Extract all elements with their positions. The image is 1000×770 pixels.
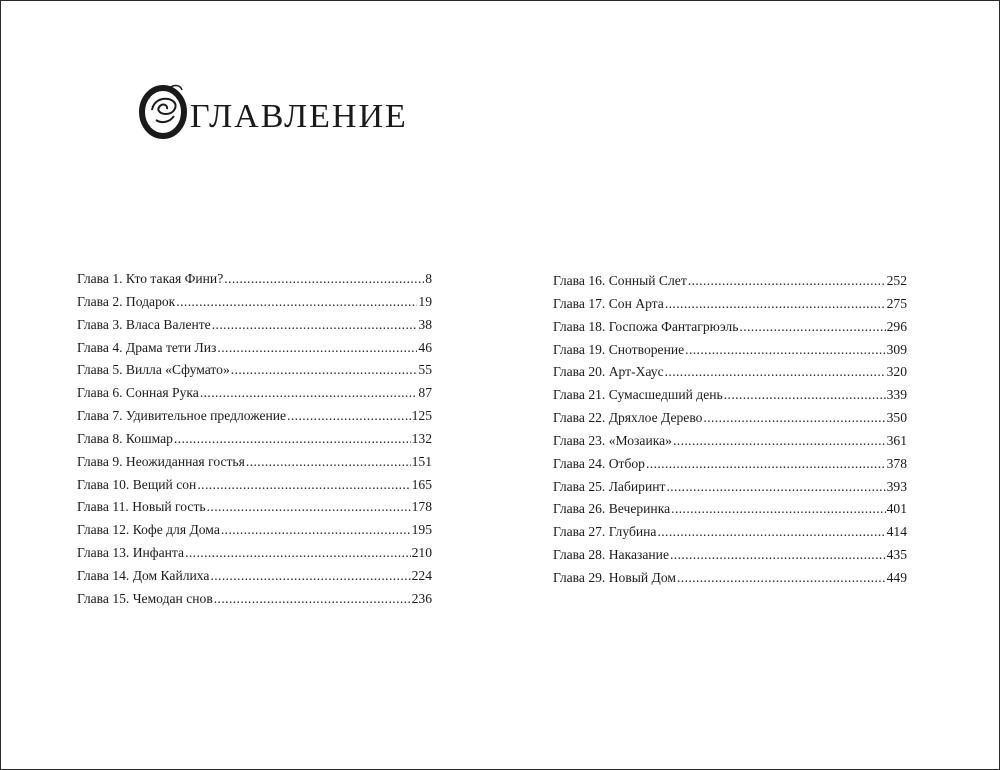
toc-entry-title: Глава 24. Отбор [553,455,645,471]
dot-leader [703,407,885,430]
toc-entry-title: Глава 29. Новый Дом [553,569,676,585]
toc-entry [77,496,432,519]
toc-entry-title: Глава 17. Сон Арта [553,295,664,311]
toc-entry-page-number: 165 [411,476,432,492]
toc-entry-title: Глава 6. Сонная Рука [77,385,199,401]
toc-entry-page-number: 195 [411,522,432,538]
toc-entry-title: Глава 28. Наказание [553,547,669,563]
dot-leader [671,498,885,521]
toc-entry-title: Глава 13. Инфанта [77,545,185,561]
dot-leader [739,316,885,339]
toc-entry [77,519,432,542]
dot-leader [221,519,411,542]
toc-entry-page-number: 275 [886,295,907,311]
toc-entry-title: Глава 4. Драма тети Лиз [77,339,217,355]
dot-leader [210,565,410,588]
dot-leader [176,291,417,314]
dot-leader [224,268,424,291]
toc-entry [553,567,907,590]
toc-entry-page-number: 361 [886,432,907,448]
toc-entry-title: Глава 8. Кошмар [77,430,173,446]
toc-entry [77,359,432,382]
toc-entry-title: Глава 21. Сумасшедший день [553,387,723,403]
toc-entry [77,268,432,291]
dot-leader [287,405,411,428]
toc-entry [77,542,432,565]
toc-entry-title: Глава 3. Власа Валенте [77,316,211,332]
toc-entry [77,428,432,451]
toc-entry [77,382,432,405]
toc-entry-page-number: 449 [886,569,907,585]
toc-entry-page-number: 378 [886,455,907,471]
dot-leader [214,588,411,611]
toc-entry [553,521,907,544]
toc-entry-page-number: 435 [886,547,907,563]
toc-entry [77,291,432,314]
dot-leader [212,314,418,337]
toc-left-column [77,268,432,611]
toc-entry-page-number: 309 [886,341,907,357]
toc-entry [553,544,907,567]
toc-entry [553,498,907,521]
toc-entry-page-number: 296 [886,318,907,334]
toc-entry-page-number: 125 [411,408,432,424]
toc-entry-page-number: 224 [411,567,432,583]
toc-entry-title: Глава 15. Чемодан снов [77,590,213,606]
toc-entry-page-number: 87 [418,385,432,401]
dot-leader [673,430,886,453]
toc-entry [553,361,907,384]
toc-entry-title: Глава 2. Подарок [77,293,176,309]
toc-entry-title: Глава 9. Неожиданная гостья [77,453,245,469]
toc-entry-page-number: 19 [418,293,432,309]
toc-entry [553,430,907,453]
toc-entry-title: Глава 18. Госпожа Фантагрюэль [553,318,739,334]
toc-entry [553,407,907,430]
toc-entry-page-number: 151 [411,453,432,469]
toc-entry [77,565,432,588]
toc-entry [77,474,432,497]
toc-entry-page-number: 339 [886,387,907,403]
toc-entry [77,588,432,611]
toc-entry [77,451,432,474]
toc-entry [553,339,907,362]
dot-leader [200,382,418,405]
dot-leader [185,542,411,565]
toc-entry-title: Глава 20. Арт-Хаус [553,364,664,380]
toc-entry [77,337,432,360]
page-title-text: ГЛАВЛЕНИЕ [190,98,408,135]
toc-entry-title: Глава 25. Лабиринт [553,478,666,494]
toc-entry-title: Глава 12. Кофе для Дома [77,522,220,538]
toc-entry-page-number: 401 [886,501,907,517]
toc-entry-page-number: 393 [886,478,907,494]
toc-entry-page-number: 414 [886,524,907,540]
toc-entry-page-number: 350 [886,410,907,426]
toc-entry-page-number: 236 [411,590,432,606]
toc-entry-title: Глава 23. «Мозаика» [553,432,672,448]
dot-leader [231,359,418,382]
toc-entry-page-number: 252 [886,273,907,288]
page-title [138,80,408,140]
toc-entry-title: Глава 14. Дом Кайлиха [77,567,210,583]
dot-leader [665,361,886,384]
toc-entry [553,384,907,407]
toc-entry-title: Глава 11. Новый гость [77,499,206,515]
dot-leader [246,451,411,474]
toc-entry-page-number: 38 [418,316,432,332]
dot-leader [657,521,885,544]
toc-entry-title: Глава 1. Кто такая Фини? [77,271,224,286]
toc-entry [553,293,907,316]
toc-right-column [553,270,907,590]
dot-leader [207,496,411,519]
toc-entry-title: Глава 22. Дряхлое Дерево [553,410,703,426]
dot-leader [724,384,886,407]
toc-entry-page-number: 178 [411,499,432,515]
toc-entry-title: Глава 26. Вечеринка [553,501,671,517]
toc-entry-title: Глава 16. Сонный Слет [553,273,687,288]
dot-leader [217,337,417,360]
toc-entry-title: Глава 5. Вилла «Сфумато» [77,362,230,378]
ornamental-initial-o [138,80,190,140]
toc-entry-page-number: 132 [411,430,432,446]
toc-entry-page-number: 46 [418,339,432,355]
toc-entry [553,476,907,499]
toc-entry-page-number: 8 [425,271,432,286]
toc-entry-page-number: 320 [886,364,907,380]
dot-leader [174,428,411,451]
toc-entry-title: Глава 27. Глубина [553,524,657,540]
dot-leader [665,293,886,316]
dot-leader [670,544,886,567]
dot-leader [685,339,885,362]
toc-entry-page-number: 55 [418,362,432,378]
toc-entry-title: Глава 10. Вещий сон [77,476,197,492]
dot-leader [666,476,885,499]
toc-entry [77,314,432,337]
toc-entry [77,405,432,428]
toc-entry [553,270,907,293]
dot-leader [677,567,886,590]
dot-leader [688,270,886,293]
toc-entry-title: Глава 7. Удивительное предложение [77,408,287,424]
toc-entry [553,316,907,339]
toc-entry-page-number: 210 [411,545,432,561]
dot-leader [646,453,886,476]
toc-entry [553,453,907,476]
dot-leader [197,474,410,497]
toc-entry-title: Глава 19. Снотворение [553,341,685,357]
